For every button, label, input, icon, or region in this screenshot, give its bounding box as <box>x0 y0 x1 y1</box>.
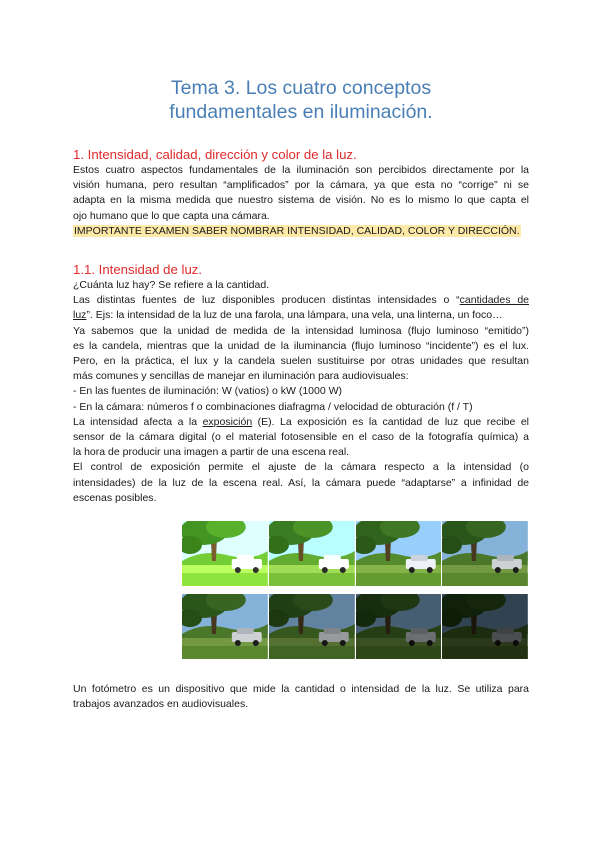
section-1-1-heading: 1.1. Intensidad de luz. <box>73 262 203 277</box>
text-line: - En las fuentes de iluminación: W (vatios) o kW (1000 W) <box>73 385 343 398</box>
exposure-photo <box>182 521 268 586</box>
text-line: El control de exposición permite el ajuste de la cámara respecto a la intensidad (o <box>73 461 529 474</box>
page-title <box>73 76 529 124</box>
underlined-term: luz <box>73 309 87 322</box>
text-line: trabajos avanzados en audiovisuales. <box>73 698 249 711</box>
exposure-photo <box>442 594 528 659</box>
text-line: ojo humano que lo que capta una cámara. <box>73 209 270 222</box>
exposure-photo <box>442 521 528 586</box>
text-line: luz”. Ejs: la intensidad de la luz de una farola, una lámpara, una vela, una linterna, un foco… <box>73 309 503 322</box>
photometer-paragraph <box>73 682 529 712</box>
text-line: adapta en la misma medida que nuestro sistema de visión. No es lo mismo lo que capta el <box>73 194 529 207</box>
text-line: Pero, en la práctica, el lux y la candela suelen sustituirse por otras unidades que resultan <box>73 355 529 368</box>
exam-highlight: IMPORTANTE EXAMEN SABER NOMBRAR INTENSIDAD, CALIDAD, COLOR Y DIRECCIÓN. <box>74 224 520 237</box>
title-line-1: Tema 3. Los cuatro conceptos <box>170 77 432 99</box>
text-line: es la candela, mientras que la unidad de la iluminancia (flujo luminoso “incidente”) es el lux. <box>73 339 529 352</box>
text-line: intensidades) de la luz de la escena real. Así, la cámara puede “adaptarse” a infinidad de <box>73 476 529 489</box>
text-line: visión humana, pero resultan “amplificados” por la cámara, ya que esta no “corrige” ni se <box>73 179 529 192</box>
exposure-photo <box>356 521 442 586</box>
section-1-paragraph <box>73 163 529 239</box>
photo-row-top <box>182 521 528 586</box>
text-line: Un fotómetro es un dispositivo que mide la cantidad o intensidad de la luz. Se utiliza para <box>73 683 529 695</box>
text-line: Estos cuatro aspectos fundamentales de la iluminación son percibidos directamente por la <box>73 164 529 176</box>
text-line: sensor de la cámara digital (o el material fotosensible en el caso de la fotografía química) a <box>73 431 529 444</box>
text-line: La intensidad afecta a la exposición (E). La exposición es la cantidad de luz que recibe el <box>73 415 529 428</box>
text-line: Las distintas fuentes de luz disponibles producen distintas intensidades o “cantidades de <box>73 294 529 307</box>
exposure-photo <box>269 521 355 586</box>
underlined-term: cantidades de <box>459 294 529 307</box>
text-line: ¿Cuánta luz hay? Se refiere a la cantidad. <box>73 279 270 291</box>
exposure-photo <box>269 594 355 659</box>
text-line: más comunes y sencillas de manejar en iluminación para audiovisuales: <box>73 370 409 383</box>
exposure-photo <box>356 594 442 659</box>
text-line: escenas posibles. <box>73 491 157 504</box>
section-1-1-body <box>73 278 529 506</box>
text-line: la hora de producir una imagen a partir de una escena real. <box>73 446 350 459</box>
exposure-photo-grid <box>182 521 528 660</box>
text-line: Ya sabemos que la unidad de medida de la intensidad luminosa (flujo luminoso “emitido”) <box>73 324 529 337</box>
underlined-term: exposición <box>202 415 253 428</box>
section-1-heading: 1. Intensidad, calidad, dirección y color de la luz. <box>73 147 357 162</box>
title-line-2: fundamentales en iluminación. <box>169 101 433 123</box>
photo-row-bottom <box>182 594 528 659</box>
exposure-photo <box>182 594 268 659</box>
text-line: - En la cámara: números f o combinaciones diafragma / velocidad de obturación (f / T) <box>73 400 473 413</box>
